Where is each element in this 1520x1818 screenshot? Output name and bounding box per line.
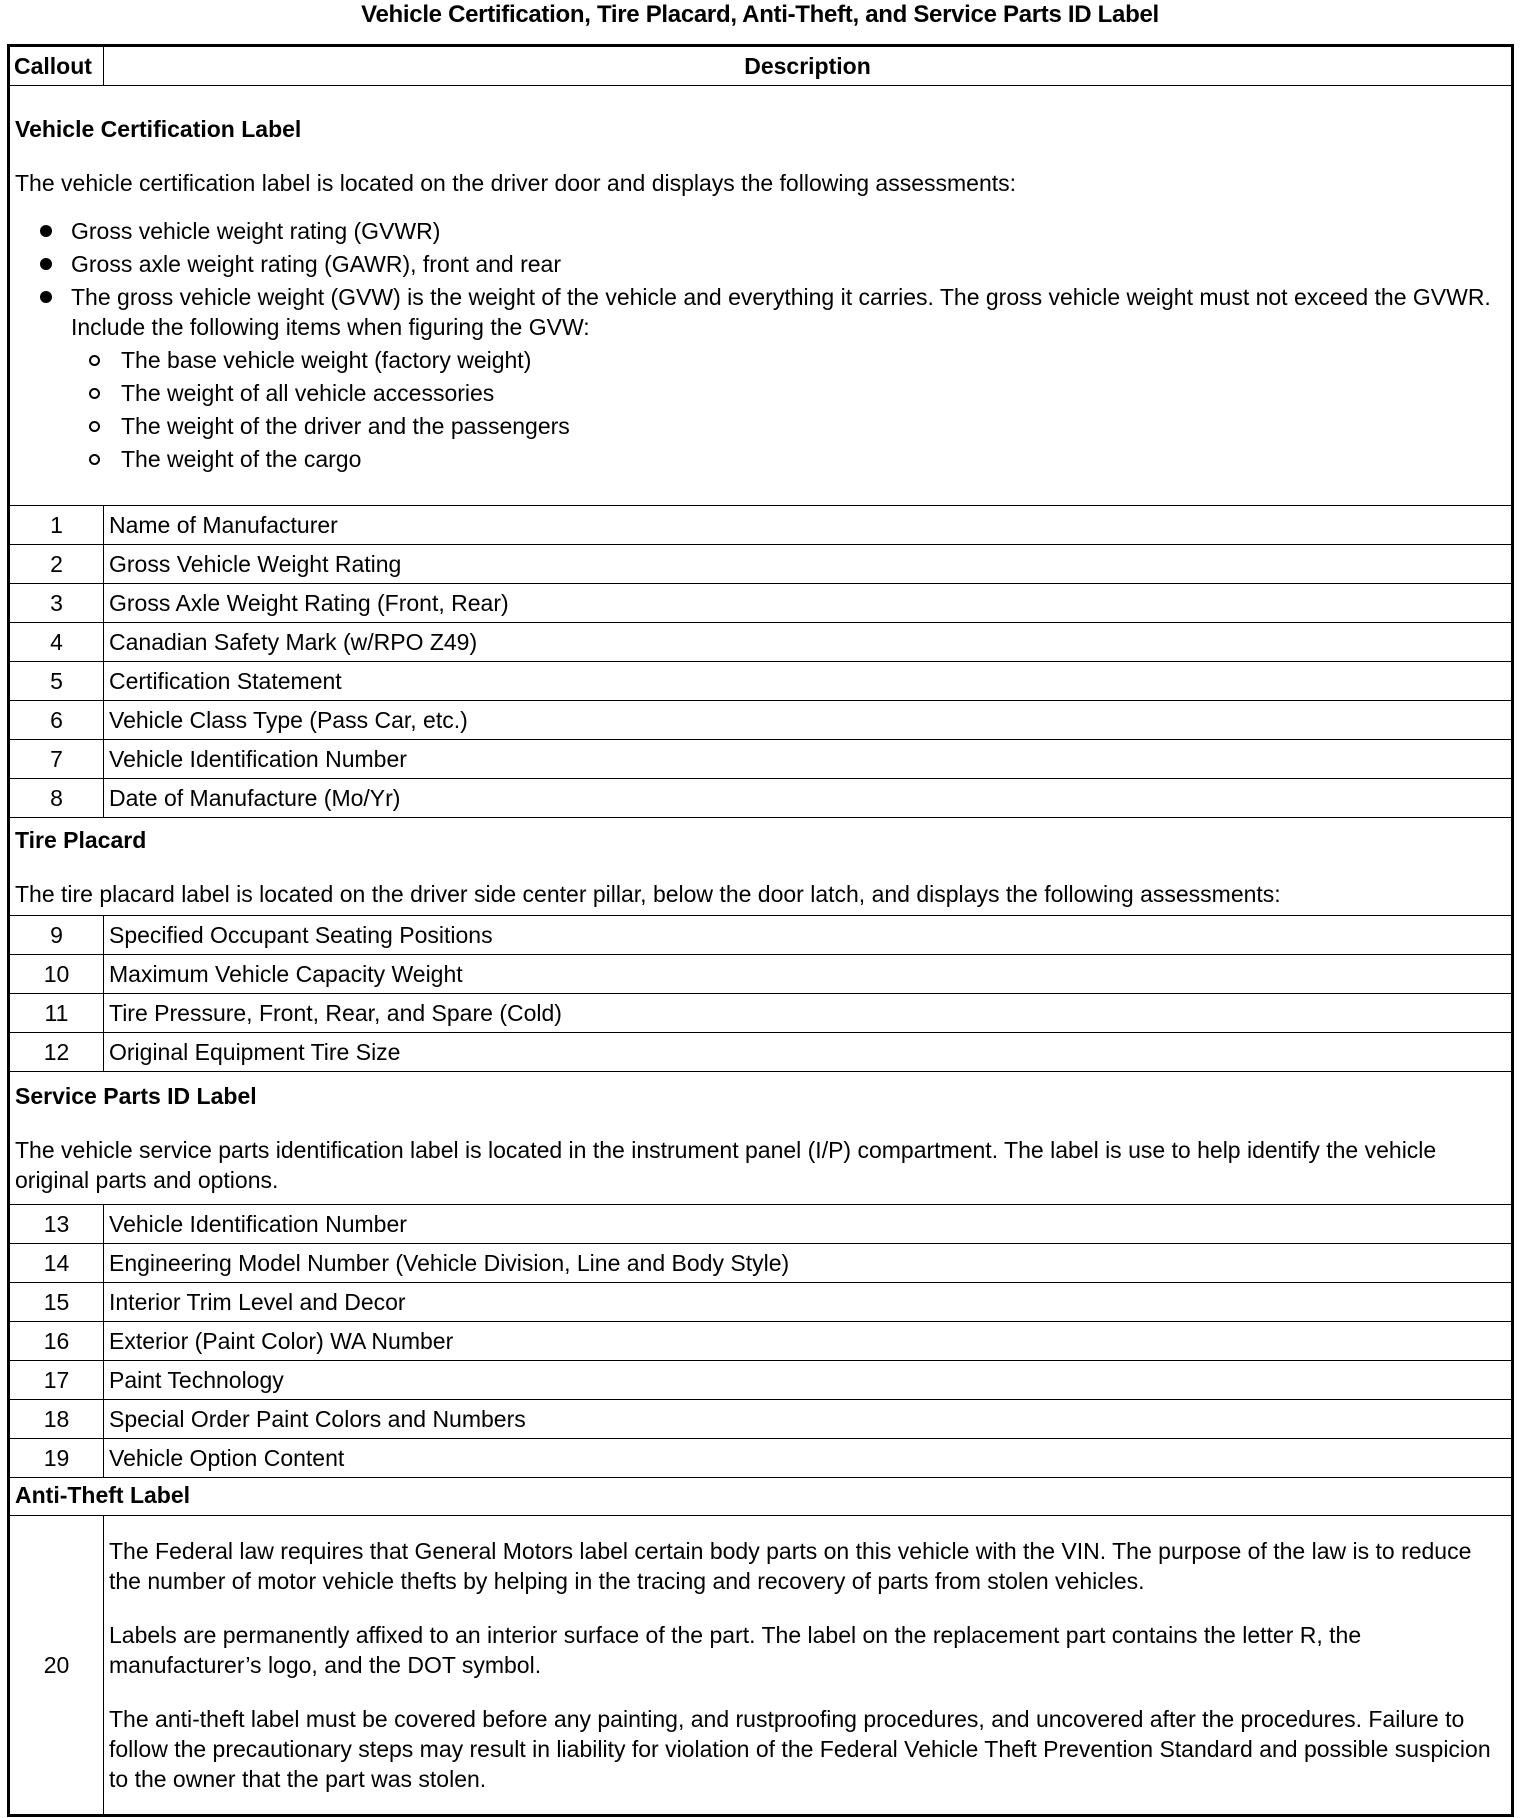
sub-bullet-text: The weight of all vehicle accessories [121,380,495,407]
table-row [9,955,1513,994]
table-row [9,994,1513,1033]
callout-description: Vehicle Class Type (Pass Car, etc.) [104,701,1513,740]
section-intro: The vehicle service parts identification label is located in the instrument panel (I/P) compartment. The label is use to help identify the vehicle original parts and options. [15,1136,1437,1193]
table-row [9,584,1513,623]
sub-bullet-item [15,378,1506,408]
table-row [9,623,1513,662]
callout-number: 2 [9,545,104,584]
callout-number: 6 [9,701,104,740]
table-row [9,740,1513,779]
table-row [9,779,1513,818]
section-title: Service Parts ID Label [15,1082,257,1109]
callout-number: 9 [9,916,104,955]
callout-description: Certification Statement [104,662,1513,701]
bullet-dot-icon [40,225,52,237]
section-cell [9,818,1513,916]
bullet-item [15,249,1506,279]
table-row [9,545,1513,584]
callout-number: 20 [9,1515,104,1815]
callout-description: Interior Trim Level and Decor [104,1282,1513,1321]
section-tire-placard [9,818,1513,916]
callout-description: Maximum Vehicle Capacity Weight [104,955,1513,994]
sub-bullet-item [15,444,1506,474]
bullet-list [15,216,1506,474]
bullet-dot-icon [40,258,52,270]
callout-description: Engineering Model Number (Vehicle Division, Line and Body Style) [104,1243,1513,1282]
sub-bullet-list [71,345,1506,474]
callout-number: 11 [9,994,104,1033]
callout-number: 1 [9,506,104,545]
callout-description: Vehicle Identification Number [104,740,1513,779]
header-description: Description [104,46,1513,86]
section-service-parts [9,1072,1513,1205]
callout-description: Special Order Paint Colors and Numbers [104,1399,1513,1438]
header-callout: Callout [9,46,104,86]
table-row [9,1399,1513,1438]
sub-bullet-text: The weight of the cargo [121,446,362,473]
bullet-item [15,282,1506,474]
bullet-ring-icon [89,355,100,366]
paragraph: Labels are permanently affixed to an interior surface of the part. The label on the replacement part contains the letter R, the manufacturer’s logo, and the DOT symbol. [109,1621,1362,1678]
table-row [9,1204,1513,1243]
sub-bullet-text: The base vehicle weight (factory weight) [121,347,532,374]
section-intro: The vehicle certification label is located on the driver door and displays the following assessments: [15,170,1017,197]
anti-theft-description [104,1515,1513,1815]
section-cell [9,86,1513,506]
callout-description: Vehicle Option Content [104,1438,1513,1477]
callout-description: Canadian Safety Mark (w/RPO Z49) [104,623,1513,662]
table-row [9,916,1513,955]
callout-description: Vehicle Identification Number [104,1204,1513,1243]
section-cell [9,1072,1513,1205]
table-row [9,1321,1513,1360]
page-title: Vehicle Certification, Tire Placard, Anti-Theft, and Service Parts ID Label [361,1,1159,28]
callout-description: Date of Manufacture (Mo/Yr) [104,779,1513,818]
callout-description: Gross Axle Weight Rating (Front, Rear) [104,584,1513,623]
callout-number: 4 [9,623,104,662]
callout-number: 15 [9,1282,104,1321]
callout-description: Specified Occupant Seating Positions [104,916,1513,955]
callout-number: 5 [9,662,104,701]
sub-bullet-item [15,345,1506,375]
callout-number: 12 [9,1033,104,1072]
paragraph: The Federal law requires that General Motors label certain body parts on this vehicle with the VIN. The purpose of the law is to reduce the number of motor vehicle thefts by helping in the tracing and recovery of parts from stolen vehicles. [109,1537,1472,1594]
label-table [7,44,1514,1817]
callout-number: 18 [9,1399,104,1438]
section-cell [9,1477,1513,1515]
callout-description: Original Equipment Tire Size [104,1033,1513,1072]
table-row [9,1033,1513,1072]
table-row [9,1515,1513,1815]
callout-number: 16 [9,1321,104,1360]
section-title: Vehicle Certification Label [15,116,302,143]
callout-number: 19 [9,1438,104,1477]
callout-number: 17 [9,1360,104,1399]
bullet-text: Gross vehicle weight rating (GVWR) [71,218,441,245]
paragraph: The anti-theft label must be covered before any painting, and rustproofing procedures, and uncovered after the procedures. Failure to follow the precautionary steps may result in liability for violation of the Federal Vehicle Theft Prevention Standard and possible suspicion to the owner that the part was stolen. [109,1705,1491,1792]
callout-number: 7 [9,740,104,779]
bullet-dot-icon [40,291,52,303]
callout-description: Gross Vehicle Weight Rating [104,545,1513,584]
bullet-text: Gross axle weight rating (GAWR), front and rear [71,251,561,278]
section-title: Anti-Theft Label [15,1482,191,1509]
callout-number: 13 [9,1204,104,1243]
bullet-ring-icon [89,421,100,432]
section-vehicle-certification [9,86,1513,506]
sub-bullet-text: The weight of the driver and the passengers [121,413,570,440]
callout-number: 14 [9,1243,104,1282]
table-row [9,1243,1513,1282]
callout-number: 3 [9,584,104,623]
table-header-row [9,46,1513,86]
bullet-text: The gross vehicle weight (GVW) is the weight of the vehicle and everything it carries. The gross vehicle weight must not exceed the GVWR. Include the following items when figuring the GVW: [71,284,1491,341]
table-row [9,1360,1513,1399]
callout-description: Paint Technology [104,1360,1513,1399]
table-row [9,506,1513,545]
section-intro: The tire placard label is located on the driver side center pillar, below the door latch, and displays the following assessments: [15,880,1281,907]
bullet-ring-icon [89,454,100,465]
callout-description: Name of Manufacturer [104,506,1513,545]
table-row [9,1438,1513,1477]
bullet-ring-icon [89,388,100,399]
section-title: Tire Placard [15,826,147,853]
bullet-item [15,216,1506,246]
table-row [9,662,1513,701]
callout-number: 10 [9,955,104,994]
table-row [9,701,1513,740]
section-anti-theft [9,1477,1513,1515]
callout-description: Exterior (Paint Color) WA Number [104,1321,1513,1360]
table-row [9,1282,1513,1321]
callout-number: 8 [9,779,104,818]
sub-bullet-item [15,411,1506,441]
callout-description: Tire Pressure, Front, Rear, and Spare (Cold) [104,994,1513,1033]
